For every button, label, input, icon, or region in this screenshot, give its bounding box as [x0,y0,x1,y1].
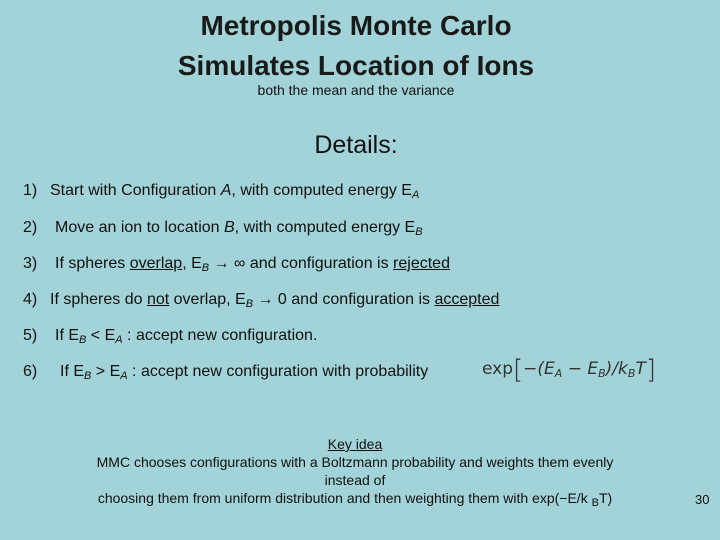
list-item-5 [23,327,317,346]
formula-subscript: B [627,367,636,380]
item-text: Start with Configuration [50,182,221,199]
key-idea-line-3 [55,489,655,512]
key-idea-box [55,435,655,512]
item-text: , E [182,255,202,272]
slide-title [0,6,712,86]
item-subscript: B [245,298,254,310]
formula-subscript: A [554,367,563,380]
list-item-4 [23,291,499,310]
item-text: If spheres [55,255,130,272]
item-var: B [224,219,235,236]
item-underlined: rejected [393,255,450,272]
item-text: < E [86,327,116,344]
formula-right-bracket: ] [645,355,656,385]
item-var: A [220,182,232,199]
item-text: , with computed energy E [231,182,412,199]
formula-part: T [635,359,646,379]
formula-subscript: B [598,367,606,380]
probability-formula [482,355,656,385]
item-subscript: B [415,226,423,238]
key-idea-title: Key idea [327,436,383,452]
item-subscript: B [79,334,87,346]
item-underlined: not [146,291,170,308]
item-subscript: B [84,370,92,382]
item-number: 1) [23,182,38,199]
item-text: → 0 and configuration is [253,291,435,308]
title-line-2: Simulates Location of Ions [177,50,535,81]
item-number: 4) [23,291,38,308]
item-underlined: accepted [434,291,500,308]
title-line-1: Metropolis Monte Carlo [200,10,512,41]
item-number: 3) [23,255,38,272]
item-subscript: A [115,334,123,346]
item-underlined: overlap [129,255,183,272]
list-item-3 [23,255,450,274]
key-idea-line-2: instead of [324,472,386,488]
item-subscript: A [411,189,420,201]
item-text: If E [55,327,80,344]
list-item-1 [23,182,419,201]
formula-part: )/k [605,359,628,379]
item-text: → ∞ and configuration is [209,255,394,272]
list-item-6 [23,363,428,382]
item-text: If E [60,363,85,380]
formula-part: − E [562,359,599,379]
item-number: 6) [23,363,38,380]
item-subscript: A [120,370,128,382]
item-text: overlap, E [169,291,246,308]
item-text: : accept new configuration. [122,327,318,344]
item-text: Move an ion to location [55,219,224,236]
page-number: 30 [695,492,710,507]
details-heading: Details: [314,131,398,159]
key-idea-line-1: MMC chooses configurations with a Boltzmann probability and weights them evenly [96,454,614,470]
item-text: : accept new configuration with probability [127,363,429,380]
formula-left-bracket: [ [513,355,524,385]
item-number: 5) [23,327,38,344]
key-idea-subscript: B [591,497,599,509]
item-text: > E [91,363,121,380]
key-idea-text: T) [598,490,613,506]
subtitle: both the mean and the variance [257,82,455,98]
item-text: If spheres do [50,291,147,308]
list-item-2 [23,219,423,238]
formula-exp: exp [482,359,514,379]
item-subscript: B [201,262,210,274]
item-number: 2) [23,219,38,236]
formula-part: −(E [523,359,555,379]
item-text: , with computed energy E [234,219,416,236]
key-idea-text: choosing them from uniform distribution and then weighting them with exp(−E/k [97,490,592,506]
